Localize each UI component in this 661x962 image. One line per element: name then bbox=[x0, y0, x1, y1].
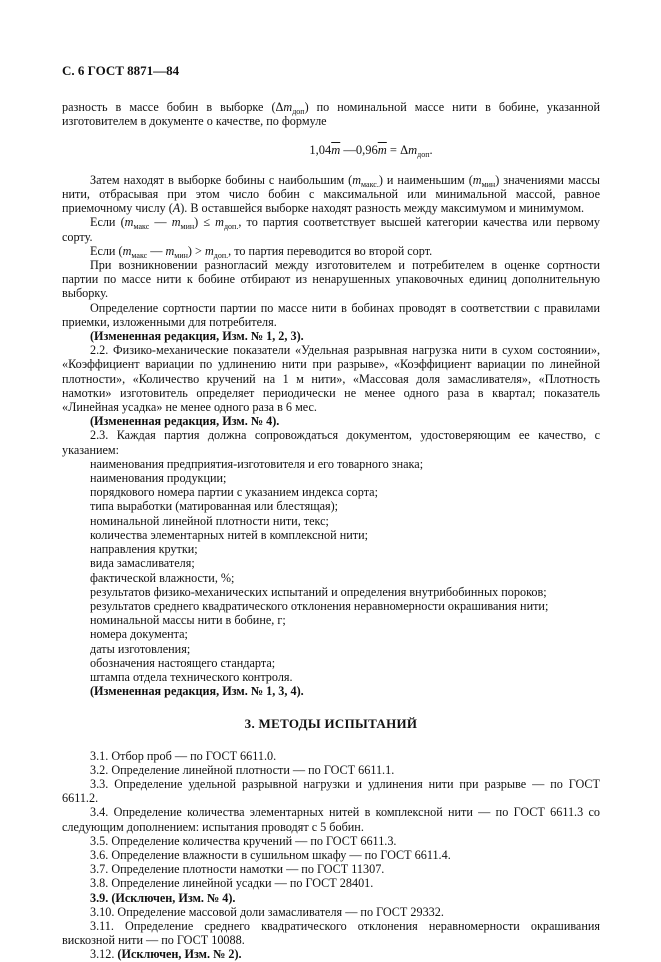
list-item: направления крутки; bbox=[90, 542, 198, 557]
edition-note-2: (Измененная редакция, Изм. № 4). bbox=[90, 414, 280, 429]
clause-3-9: 3.9. (Исключен, Изм. № 4). bbox=[90, 890, 236, 905]
clause-3-11: 3.11. Определение среднего квадратического отклонения неравномерности окрашивания вискозной нити — по ГОСТ 10088. bbox=[62, 918, 600, 948]
intro-paragraph: разность в массе бобин в выборке $(\Delta m_{доп})$ по номинальной массе нити в бобине, указанной изготовителем в документе о качестве, по формуле bbox=[62, 100, 601, 129]
document-requirements-list bbox=[62, 457, 600, 684]
clause-3-12: 3.12. (Исключен, Изм. № 2). bbox=[90, 947, 242, 962]
clause-3-2: 3.2. Определение линейной плотности — по ГОСТ 6611.1. bbox=[90, 762, 395, 777]
list-item: номинальной массы нити в бобине, г; bbox=[90, 613, 286, 628]
clause-3-5: 3.5. Определение количества кручений — по ГОСТ 6611.3. bbox=[90, 833, 397, 848]
formula: $1,04\overline{m}$ $—0,96\overline{m} = \Delta m_{доп}$. bbox=[309, 142, 433, 159]
list-item: штампа отдела технического контроля. bbox=[90, 669, 293, 684]
paragraph-first-grade: Если ($m_{макс}$ — $m_{мин}) \le m_{доп.}$, то партия соответствует высшей категории качества или первому сорту. bbox=[62, 215, 600, 244]
paragraph-grading: Определение сортности партии по массе нити в бобинах проводят в соответствии с правилами приемки, изложенными для потребителя. bbox=[62, 300, 600, 329]
clause-3-1: 3.1. Отбор проб — по ГОСТ 6611.0. bbox=[90, 748, 277, 763]
edition-note-3: (Измененная редакция, Изм. № 1, 3, 4). bbox=[90, 684, 304, 699]
list-item: номера документа; bbox=[90, 627, 188, 642]
clause-2-3: 2.3. Каждая партия должна сопровождаться документом, удостоверяющим ее качество, с указанием: bbox=[62, 428, 600, 457]
clause-3-4: 3.4. Определение количества элементарных нитей в комплексной нити — по ГОСТ 6611.3 со следующим дополнением: испытания проводят с 5 бобин. bbox=[62, 805, 600, 834]
paragraph-second-grade: Если ($m_{макс}$ — $m_{мин}) > m_{доп.}$, то партия переводится во второй сорт. bbox=[90, 243, 433, 260]
list-item: количества элементарных нитей в комплексной нити; bbox=[90, 527, 368, 542]
list-item: номинальной линейной плотности нити, текс; bbox=[90, 513, 329, 528]
document-page bbox=[62, 64, 600, 962]
list-item: фактической влажности, %; bbox=[90, 570, 235, 585]
list-item: вида замасливателя; bbox=[90, 556, 195, 571]
list-item: наименования предприятия-изготовителя и его товарного знака; bbox=[90, 456, 424, 471]
list-item: результатов среднего квадратического отклонения неравномерности окрашивания нити; bbox=[90, 598, 549, 613]
clause-3-8: 3.8. Определение линейной усадки — по ГОСТ 28401. bbox=[90, 876, 374, 891]
edition-note-1: (Измененная редакция, Изм. № 1, 2, 3). bbox=[90, 329, 304, 344]
list-item: обозначения настоящего стандарта; bbox=[90, 655, 276, 670]
clause-3-3: 3.3. Определение удельной разрывной нагрузки и удлинения нити при разрыве — по ГОСТ 6611.2. bbox=[62, 776, 600, 806]
list-item: результатов физико-механических испытаний и определения внутрибобинных пороков; bbox=[90, 584, 547, 599]
clause-3-7: 3.7. Определение плотности намотки — по ГОСТ 11307. bbox=[90, 862, 385, 877]
clause-2-2: 2.2. Физико-механические показатели «Удельная разрывная нагрузка нити в сухом состоянии», «Коэффициент вариации по удлинению нити при разрыве», «Коэффициент вариации по линейной плотности», «Количество кручений на 1 м нити», «Массовая доля замасливателя», «Плотность намотки» изготовитель определяет периодически не менее одного раза в квартал; показатель «Линейная усадка» не менее одного раза в 6 мес. bbox=[62, 343, 600, 415]
paragraph-max-min: Затем находят в выборке бобины с наибольшим $(m_{макс.})$ и наименьшим $(m_{мин})$ значениями массы нити, отбрасывая при этом число бобин с максимальной или минимальной массой, равное приемочному числу (A). В оставшейся выборке находят разность между максимумом и минимумом. bbox=[62, 172, 600, 216]
paragraph-disagreements: При возникновении разногласий между изготовителем и потребителем в оценке сортности партии по массе нити к бобине отбирают из ненарушенных упаковочных единиц дополнительную выборку. bbox=[62, 258, 600, 301]
list-item: порядкового номера партии с указанием индекса сорта; bbox=[90, 485, 378, 500]
list-item: типа выработки (матированная или блестящая); bbox=[90, 499, 339, 514]
list-item: наименования продукции; bbox=[90, 471, 227, 486]
section-heading: 3. МЕТОДЫ ИСПЫТАНИЙ bbox=[244, 716, 418, 732]
clause-3-6: 3.6. Определение влажности в сушильном шкафу — по ГОСТ 6611.4. bbox=[90, 847, 451, 862]
list-item: даты изготовления; bbox=[90, 641, 191, 656]
page-header: С. 6 ГОСТ 8871—84 bbox=[62, 63, 180, 78]
clause-3-10: 3.10. Определение массовой доли замасливателя — по ГОСТ 29332. bbox=[90, 904, 444, 919]
